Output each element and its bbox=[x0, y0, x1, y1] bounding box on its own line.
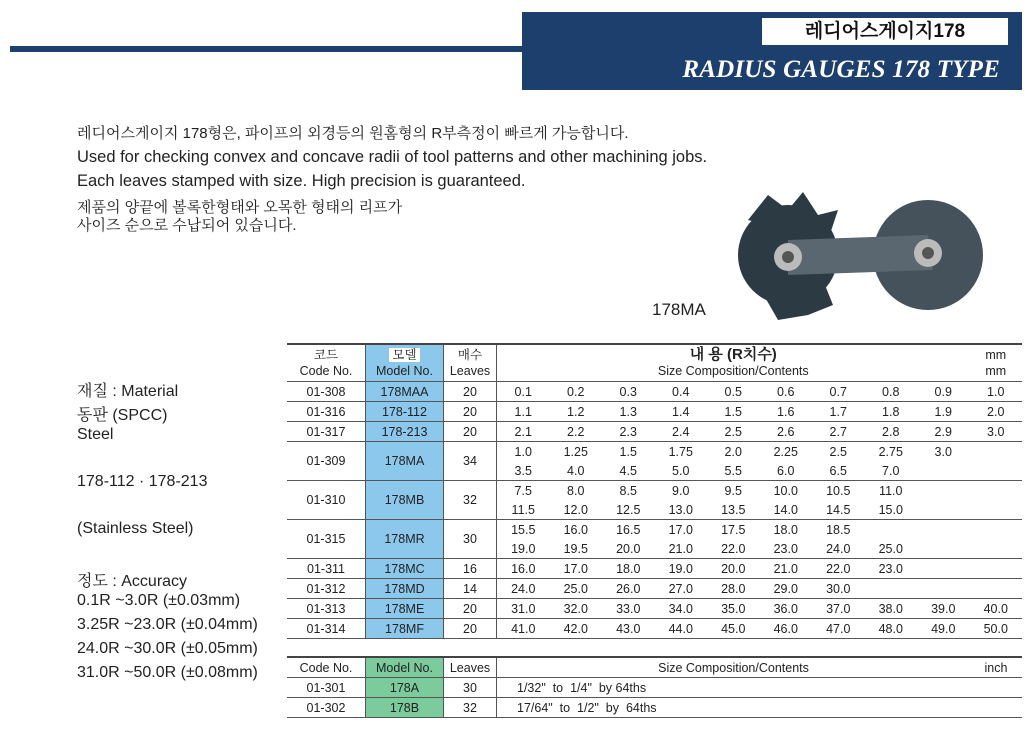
leaves-cell: 32 bbox=[444, 481, 497, 520]
table-row bbox=[287, 678, 1022, 698]
code-cell: 01-314 bbox=[287, 619, 366, 639]
size-value bbox=[970, 461, 1023, 481]
code-cell: 01-311 bbox=[287, 559, 366, 579]
intro-en-1: Used for checking convex and concave radii of tool patterns and other machining jobs. bbox=[77, 148, 708, 166]
code-cell: 01-309 bbox=[287, 442, 366, 481]
size-value: 8.5 bbox=[619, 483, 637, 498]
size-value: 15.5 bbox=[511, 522, 536, 537]
size-value: 1.75 bbox=[668, 444, 693, 459]
size-value: 14.0 bbox=[760, 500, 813, 520]
size-value: 24.0 bbox=[497, 579, 550, 599]
size-value: 20.0 bbox=[707, 559, 760, 579]
leaves-cell: 20 bbox=[444, 402, 497, 422]
size-value: 2.7 bbox=[812, 422, 865, 442]
size-value: 2.2 bbox=[550, 422, 603, 442]
code-header: 코드 Code No. bbox=[287, 344, 366, 382]
leaves-cell: 34 bbox=[444, 442, 497, 481]
table-header bbox=[287, 657, 1022, 678]
spec-models: 178-112 · 178-213 bbox=[77, 473, 208, 490]
size-value: 32.0 bbox=[550, 599, 603, 619]
size-value: 43.0 bbox=[602, 619, 655, 639]
size-value bbox=[970, 559, 1023, 579]
table-row bbox=[287, 481, 1022, 501]
size-value: 1.9 bbox=[917, 402, 970, 422]
leaves-cell: 20 bbox=[444, 422, 497, 442]
leaves-cell: 20 bbox=[444, 599, 497, 619]
size-value: 26.0 bbox=[602, 579, 655, 599]
size-value: 23.0 bbox=[865, 559, 918, 579]
model-cell: 178MB bbox=[366, 481, 444, 520]
size-value bbox=[917, 539, 970, 559]
model-cell: 178ME bbox=[366, 599, 444, 619]
size-value: 1.1 bbox=[497, 402, 550, 422]
size-value bbox=[917, 461, 970, 481]
contents-cell: 1/32" to 1/4" by 64ths bbox=[497, 678, 1023, 698]
size-value: 29.0 bbox=[760, 579, 813, 599]
size-value: 13.0 bbox=[655, 500, 708, 520]
size-value: 1.25 bbox=[563, 444, 588, 459]
code-cell: 01-312 bbox=[287, 579, 366, 599]
size-value bbox=[865, 520, 918, 540]
size-value bbox=[917, 520, 970, 540]
size-value: 3.0 bbox=[970, 422, 1023, 442]
code-cell: 01-316 bbox=[287, 402, 366, 422]
header-rule bbox=[10, 46, 522, 52]
table-header bbox=[287, 344, 1022, 382]
size-value: 12.5 bbox=[602, 500, 655, 520]
size-value: 1.0 bbox=[970, 382, 1023, 402]
size-value: 28.0 bbox=[707, 579, 760, 599]
size-value: 5.0 bbox=[655, 461, 708, 481]
size-value bbox=[917, 579, 970, 599]
model-cell: 178MR bbox=[366, 520, 444, 559]
size-value: 21.0 bbox=[760, 559, 813, 579]
code-cell: 01-302 bbox=[287, 698, 366, 718]
table-row bbox=[287, 382, 1022, 402]
size-value: 18.0 bbox=[602, 559, 655, 579]
size-value: 9.0 bbox=[672, 483, 690, 498]
size-value: 4.0 bbox=[550, 461, 603, 481]
table-row bbox=[287, 619, 1022, 639]
table-row bbox=[287, 520, 1022, 540]
size-value: 2.8 bbox=[865, 422, 918, 442]
intro-ko-3: 사이즈 순으로 수납되어 있습니다. bbox=[77, 217, 297, 234]
size-value: 27.0 bbox=[655, 579, 708, 599]
accuracy-line: 3.25R ~23.0R (±0.04mm) bbox=[77, 616, 258, 633]
table-row bbox=[287, 579, 1022, 599]
accuracy-line: 31.0R ~50.0R (±0.08mm) bbox=[77, 664, 258, 681]
leaves-cell: 14 bbox=[444, 579, 497, 599]
model-header: 모델 Model No. bbox=[366, 344, 444, 382]
table-row bbox=[287, 402, 1022, 422]
table-row bbox=[287, 698, 1022, 718]
size-value: 0.7 bbox=[812, 382, 865, 402]
code-cell: 01-310 bbox=[287, 481, 366, 520]
size-value: 11.0 bbox=[879, 483, 903, 498]
leaves-header: Leaves bbox=[444, 657, 497, 678]
size-value: 25.0 bbox=[550, 579, 603, 599]
size-value: 1.7 bbox=[812, 402, 865, 422]
size-value bbox=[970, 500, 1023, 520]
size-value: 19.5 bbox=[550, 539, 603, 559]
size-value: 21.0 bbox=[655, 539, 708, 559]
contents-cell: 17/64" to 1/2" by 64ths bbox=[497, 698, 1023, 718]
table-row bbox=[287, 442, 1022, 462]
size-value: 24.0 bbox=[812, 539, 865, 559]
size-value: 34.0 bbox=[655, 599, 708, 619]
size-value: 19.0 bbox=[497, 539, 550, 559]
size-value: 0.3 bbox=[602, 382, 655, 402]
size-value: 23.0 bbox=[760, 539, 813, 559]
size-value: 22.0 bbox=[812, 559, 865, 579]
intro-ko-2: 제품의 양끝에 볼록한형태와 오목한 형태의 리프가 bbox=[77, 199, 403, 216]
size-value: 20.0 bbox=[602, 539, 655, 559]
size-value: 17.0 bbox=[668, 522, 693, 537]
size-value: 35.0 bbox=[707, 599, 760, 619]
intro-ko-1: 레디어스게이지 178형은, 파이프의 외경등의 원홈형의 R부측정이 빠르게 가능합니다. bbox=[77, 125, 629, 142]
size-value: 47.0 bbox=[812, 619, 865, 639]
size-value: 3.0 bbox=[934, 444, 952, 459]
model-cell: 178A bbox=[366, 678, 444, 698]
model-cell: 178MA bbox=[366, 442, 444, 481]
size-value: 6.5 bbox=[812, 461, 865, 481]
size-value bbox=[970, 539, 1023, 559]
model-cell: 178B bbox=[366, 698, 444, 718]
size-value bbox=[917, 481, 970, 501]
size-value: 46.0 bbox=[760, 619, 813, 639]
size-value: 13.5 bbox=[707, 500, 760, 520]
code-cell: 01-315 bbox=[287, 520, 366, 559]
size-value: 8.0 bbox=[567, 483, 585, 498]
size-value bbox=[970, 579, 1023, 599]
size-value: 1.8 bbox=[865, 402, 918, 422]
size-value: 2.1 bbox=[497, 422, 550, 442]
size-value: 0.6 bbox=[760, 382, 813, 402]
size-value: 39.0 bbox=[917, 599, 970, 619]
size-value: 9.5 bbox=[724, 483, 742, 498]
size-value: 2.5 bbox=[829, 444, 847, 459]
size-value: 2.75 bbox=[878, 444, 903, 459]
size-value: 7.5 bbox=[514, 483, 532, 498]
code-cell: 01-308 bbox=[287, 382, 366, 402]
size-value: 2.0 bbox=[724, 444, 742, 459]
size-value: 31.0 bbox=[497, 599, 550, 619]
leaves-cell: 30 bbox=[444, 520, 497, 559]
leaves-cell: 16 bbox=[444, 559, 497, 579]
size-value: 48.0 bbox=[865, 619, 918, 639]
size-value: 1.6 bbox=[760, 402, 813, 422]
size-value: 2.6 bbox=[760, 422, 813, 442]
size-value: 10.5 bbox=[826, 483, 851, 498]
size-value: 44.0 bbox=[655, 619, 708, 639]
model-cell: 178MF bbox=[366, 619, 444, 639]
size-value bbox=[917, 500, 970, 520]
header-title: RADIUS GAUGES 178 TYPE bbox=[682, 56, 1000, 83]
size-value: 18.5 bbox=[826, 522, 851, 537]
size-value: 16.5 bbox=[616, 522, 641, 537]
radius-gauge-image bbox=[728, 190, 998, 325]
size-value: 45.0 bbox=[707, 619, 760, 639]
size-value: 40.0 bbox=[970, 599, 1023, 619]
size-value: 49.0 bbox=[917, 619, 970, 639]
size-value: 1.3 bbox=[602, 402, 655, 422]
size-value: 2.9 bbox=[917, 422, 970, 442]
size-value: 2.25 bbox=[773, 444, 798, 459]
model-cell: 178MC bbox=[366, 559, 444, 579]
contents-header: 내 용 (R치수) Size Composition/Contents bbox=[497, 344, 970, 382]
size-value: 17.0 bbox=[550, 559, 603, 579]
model-cell: 178-112 bbox=[366, 402, 444, 422]
size-value: 4.5 bbox=[602, 461, 655, 481]
model-header: Model No. bbox=[366, 657, 444, 678]
size-value: 0.8 bbox=[865, 382, 918, 402]
size-value: 0.9 bbox=[917, 382, 970, 402]
size-value: 25.0 bbox=[865, 539, 918, 559]
leaves-cell: 30 bbox=[444, 678, 497, 698]
code-cell: 01-317 bbox=[287, 422, 366, 442]
size-value: 2.4 bbox=[655, 422, 708, 442]
size-value bbox=[917, 559, 970, 579]
size-value: 12.0 bbox=[550, 500, 603, 520]
accuracy-line: 0.1R ~3.0R (±0.03mm) bbox=[77, 592, 241, 609]
size-value: 30.0 bbox=[812, 579, 865, 599]
size-value: 42.0 bbox=[550, 619, 603, 639]
metric-gauge-table bbox=[287, 343, 1022, 639]
size-value: 5.5 bbox=[707, 461, 760, 481]
size-value: 0.4 bbox=[655, 382, 708, 402]
size-value: 16.0 bbox=[497, 559, 550, 579]
size-value: 50.0 bbox=[970, 619, 1023, 639]
size-value: 15.0 bbox=[865, 500, 918, 520]
table-row bbox=[287, 599, 1022, 619]
code-cell: 01-313 bbox=[287, 599, 366, 619]
size-value: 1.0 bbox=[514, 444, 532, 459]
spec-steel: Steel bbox=[77, 426, 114, 443]
size-value: 2.5 bbox=[707, 422, 760, 442]
size-value: 33.0 bbox=[602, 599, 655, 619]
leaves-header: 매수 Leaves bbox=[444, 344, 497, 382]
size-value: 22.0 bbox=[707, 539, 760, 559]
code-cell: 01-301 bbox=[287, 678, 366, 698]
image-caption: 178MA bbox=[652, 300, 706, 319]
size-value: 0.5 bbox=[707, 382, 760, 402]
leaves-cell: 32 bbox=[444, 698, 497, 718]
leaves-cell: 20 bbox=[444, 619, 497, 639]
spec-accuracy: 정도 : Accuracy bbox=[77, 573, 188, 590]
size-value: 2.3 bbox=[602, 422, 655, 442]
size-value: 17.5 bbox=[721, 522, 746, 537]
size-value: 18.0 bbox=[773, 522, 798, 537]
size-value: 16.0 bbox=[563, 522, 588, 537]
model-cell: 178MAA bbox=[366, 382, 444, 402]
model-cell: 178MD bbox=[366, 579, 444, 599]
size-value: 11.5 bbox=[497, 500, 550, 520]
spec-copper: 동판 (SPCC) bbox=[77, 407, 168, 424]
size-value: 2.0 bbox=[970, 402, 1023, 422]
intro-en-2: Each leaves stamped with size. High precision is guaranteed. bbox=[77, 172, 526, 190]
leaves-cell: 20 bbox=[444, 382, 497, 402]
size-value: 3.5 bbox=[497, 461, 550, 481]
unit-header: inch bbox=[970, 657, 1022, 678]
size-value: 0.2 bbox=[550, 382, 603, 402]
size-value: 10.0 bbox=[773, 483, 798, 498]
size-value bbox=[970, 442, 1023, 462]
accuracy-line: 24.0R ~30.0R (±0.05mm) bbox=[77, 640, 258, 657]
size-value: 1.5 bbox=[707, 402, 760, 422]
table-row bbox=[287, 559, 1022, 579]
header-label: 레디어스게이지178 bbox=[762, 18, 1008, 45]
code-header: Code No. bbox=[287, 657, 366, 678]
size-value: 41.0 bbox=[497, 619, 550, 639]
size-value: 19.0 bbox=[655, 559, 708, 579]
size-value bbox=[970, 481, 1023, 501]
model-cell: 178-213 bbox=[366, 422, 444, 442]
size-value bbox=[970, 520, 1023, 540]
spec-material: 재질 : Material bbox=[77, 383, 179, 400]
size-value: 36.0 bbox=[760, 599, 813, 619]
size-value: 1.5 bbox=[619, 444, 637, 459]
size-value: 6.0 bbox=[760, 461, 813, 481]
size-value: 7.0 bbox=[865, 461, 918, 481]
size-value: 1.4 bbox=[655, 402, 708, 422]
spec-stainless: (Stainless Steel) bbox=[77, 520, 194, 537]
size-value: 14.5 bbox=[812, 500, 865, 520]
size-value: 0.1 bbox=[497, 382, 550, 402]
size-value bbox=[865, 579, 918, 599]
contents-header: Size Composition/Contents bbox=[497, 657, 971, 678]
size-value: 38.0 bbox=[865, 599, 918, 619]
size-value: 1.2 bbox=[550, 402, 603, 422]
inch-gauge-table bbox=[287, 656, 1022, 718]
unit-header: mm mm bbox=[970, 344, 1023, 382]
table-row bbox=[287, 422, 1022, 442]
size-value: 37.0 bbox=[812, 599, 865, 619]
